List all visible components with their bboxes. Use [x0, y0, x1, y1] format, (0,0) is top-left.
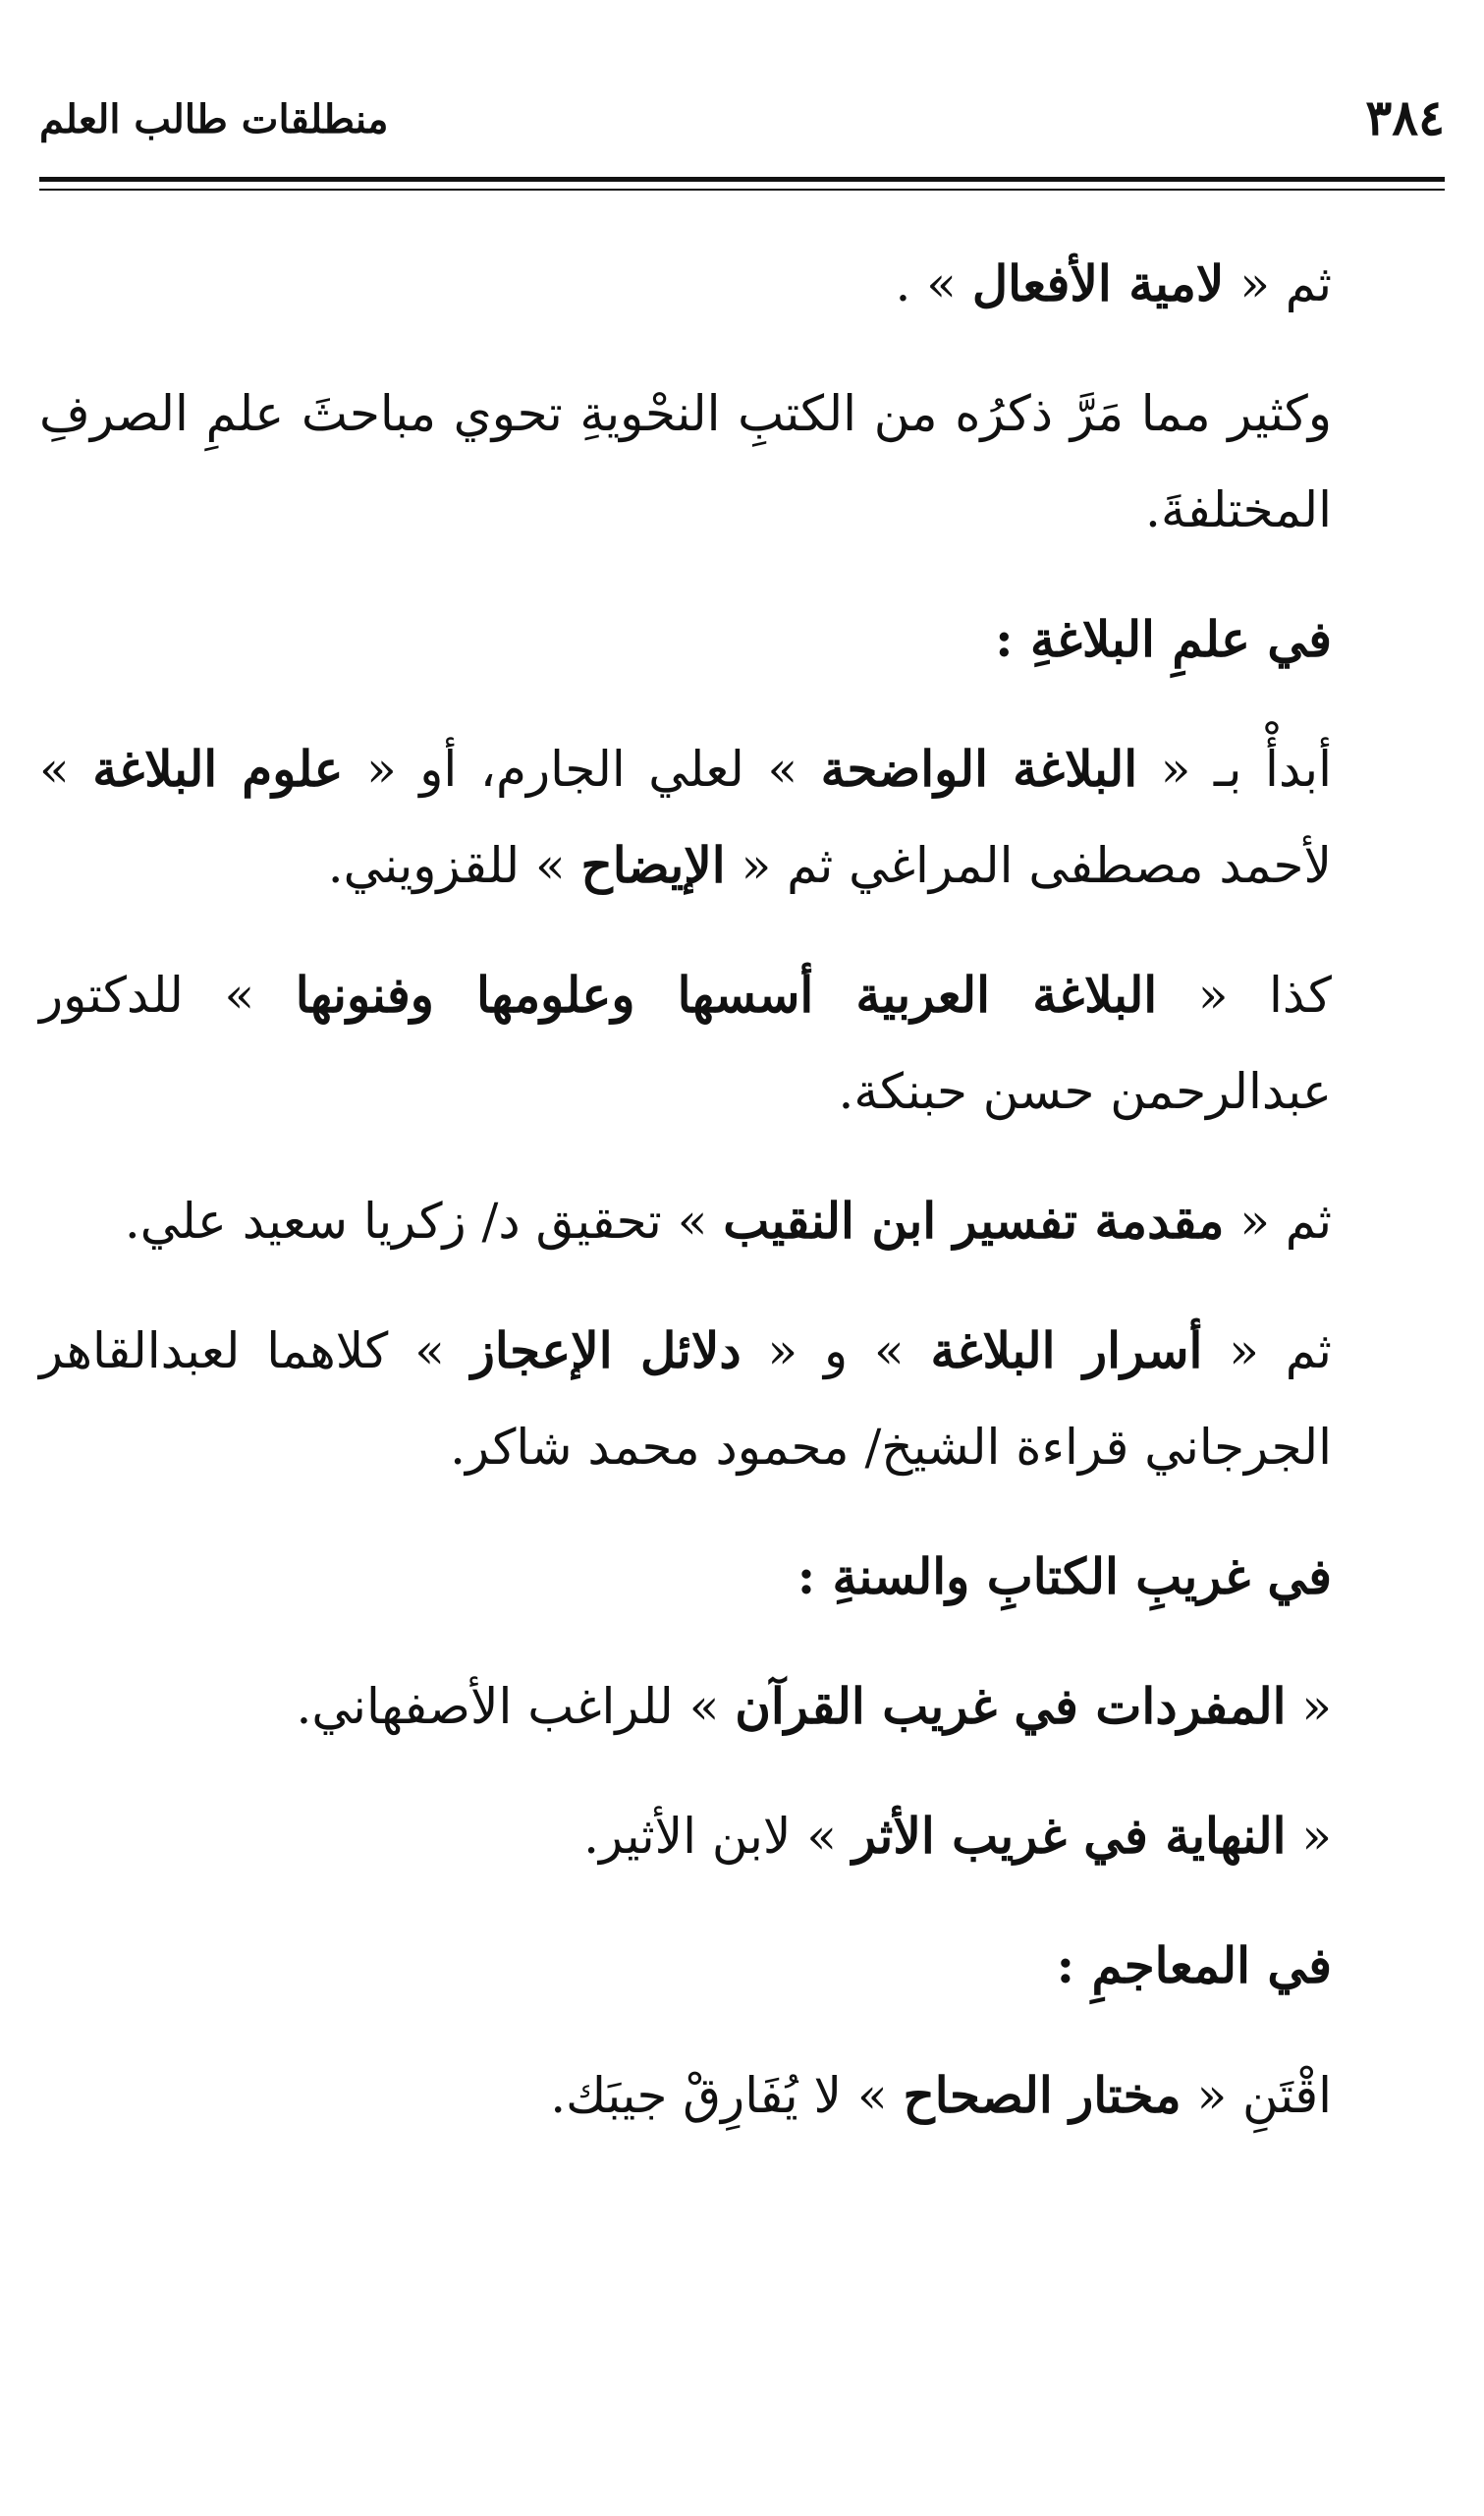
page-number: ٣٨٤ — [1365, 88, 1445, 146]
text-run: » تحقيق د/ زكريا سعيد علي. — [124, 1193, 708, 1250]
text-run: » لعلي الجارم، أو « — [366, 741, 798, 798]
section-heading-balagha: في علمِ البلاغةِ : — [995, 610, 1332, 668]
book-title: المفردات في غريب القرآن — [735, 1677, 1287, 1735]
text-run: ثم « — [1229, 1322, 1332, 1379]
book-title: مقدمة تفسير ابن النقيب — [723, 1192, 1225, 1250]
paragraph-nihaya — [39, 1788, 1425, 1884]
text-run: » لأحمد مصطفى المراغي ثم « — [39, 741, 1332, 894]
book-title: النهاية في غريب الأثر — [852, 1807, 1287, 1865]
text-run: كذا « — [1197, 967, 1332, 1024]
text-run: « — [1301, 1678, 1332, 1735]
section-heading-maajim: في المعاجمِ : — [1056, 1936, 1332, 1994]
text-run: » كلاهما لعبدالقاهر الجرجاني قراءة الشيخ/ محمود محمد شاكر. — [39, 1322, 1332, 1476]
paragraph-mufradat — [39, 1658, 1425, 1755]
running-title: منطلقات طالب العلم — [39, 96, 389, 142]
text-run: « — [1301, 1808, 1332, 1865]
paragraph-lamiyat — [39, 236, 1425, 332]
section-heading-gharib: في غريبِ الكتابِ والسنةِ : — [797, 1547, 1332, 1605]
text-run: ثم « — [1239, 255, 1332, 312]
book-title: لامية الأفعال — [971, 254, 1225, 312]
text-run: اقْتَنِ « — [1196, 2067, 1332, 2124]
book-title: علوم البلاغة — [92, 740, 344, 798]
paragraph-mukhtar — [39, 2047, 1425, 2144]
book-title: أسرار البلاغة — [930, 1321, 1203, 1379]
text-run: » لا يُفَارِقْ جيبَك. — [550, 2067, 888, 2124]
text-run: ثم « — [1239, 1193, 1332, 1250]
paragraph-habannaka — [39, 947, 1425, 1140]
text-run: » لابن الأثير. — [583, 1808, 837, 1865]
header-rule-thick — [39, 177, 1445, 182]
book-title: البلاغة الواضحة — [820, 740, 1138, 798]
page-header — [39, 88, 1445, 167]
book-title: البلاغة العربية أسسها وعلومها وفنونها — [295, 966, 1158, 1024]
header-rule-thin — [39, 189, 1445, 191]
book-title: مختار الصحاح — [903, 2066, 1182, 2124]
paragraph-jurjani — [39, 1303, 1425, 1495]
paragraph-ibn-naqib — [39, 1173, 1425, 1269]
paragraph-sarf: وكثير مما مَرَّ ذكرُه من الكتبِ النحْويةِ تحوي مباحثَ علمِ الصرفِ المختلفةَ. — [39, 385, 1332, 538]
text-run: أبدأْ بـ « — [1160, 741, 1332, 798]
paragraph-balagha-books — [39, 721, 1425, 914]
text-run: » . — [895, 255, 957, 312]
book-title: دلائل الإعجاز — [470, 1321, 742, 1379]
book-title: الإيضاح — [580, 836, 726, 894]
page-body — [39, 236, 1425, 2177]
text-run: » للقزويني. — [327, 837, 566, 894]
text-run: » للراغب الأصفهاني. — [296, 1678, 720, 1735]
text-run: » و « — [767, 1322, 905, 1379]
text-run: » للدكتور عبدالرحمن حسن حبنكة. — [39, 967, 1332, 1120]
